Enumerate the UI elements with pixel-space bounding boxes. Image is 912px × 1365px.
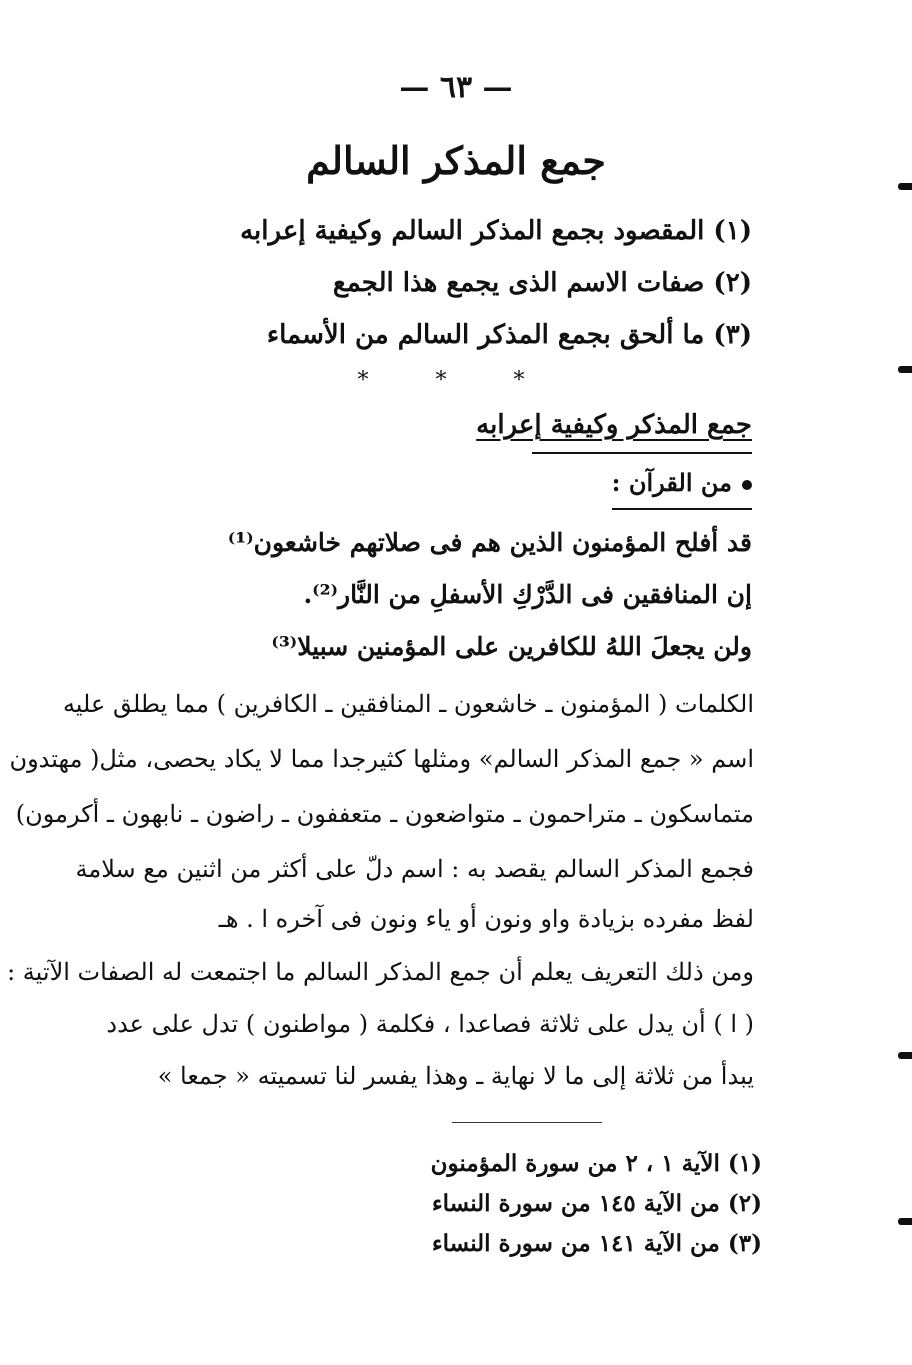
paragraph-line: اسم « جمع المذكر السالم» ومثلها كثيرجدا مما لا يكاد يحصى، مثل( مهتدون bbox=[9, 745, 754, 773]
toc-item: (٢) صفات الاسم الذى يجمع هذا الجمع bbox=[332, 268, 752, 298]
page-edge-mark bbox=[898, 1052, 912, 1059]
bullet-icon bbox=[742, 480, 752, 490]
paragraph-line: لفظ مفرده بزيادة واو ونون أو ياء ونون فى آخره ا . هـ bbox=[218, 905, 754, 933]
quran-verse: إن المنافقين فى الدَّرْكِ الأسفلِ من النَّار⁽²⁾. bbox=[303, 580, 752, 609]
source-label-text: من القرآن : bbox=[611, 468, 732, 497]
chapter-title: جمع المذكر السالم bbox=[306, 138, 606, 183]
page-number: — ٦٣ — bbox=[399, 70, 513, 105]
source-label bbox=[612, 468, 752, 497]
paragraph-line: ( ا ) أن يدل على ثلاثة فصاعدا ، فكلمة ( مواطنون ) تدل على عدد bbox=[106, 1010, 754, 1038]
quran-verse: ولن يجعلَ اللهُ للكافرين على المؤمنين سبيلا⁽³⁾ bbox=[271, 632, 752, 661]
subheading-rule bbox=[532, 452, 752, 454]
paragraph-line: فجمع المذكر السالم يقصد به : اسم دلّ على أكثر من اثنين مع سلامة bbox=[75, 855, 754, 883]
footnote: (٢) من الآية ١٤٥ من سورة النساء bbox=[431, 1190, 762, 1217]
paragraph-line: يبدأ من ثلاثة إلى ما لا نهاية ـ وهذا يفسر لنا تسميته « جمعا » bbox=[157, 1062, 754, 1090]
page-edge-mark bbox=[898, 183, 912, 190]
paragraph-line: متماسكون ـ متراحمون ـ متواضعون ـ متعففون ـ راضون ـ نابهون ـ أكرمون) bbox=[15, 800, 754, 828]
toc-item: (١) المقصود بجمع المذكر السالم وكيفية إعرابه bbox=[240, 216, 752, 246]
toc-item: (٣) ما ألحق بجمع المذكر السالم من الأسماء bbox=[266, 320, 752, 350]
section-divider-stars: * * * bbox=[357, 368, 555, 393]
paragraph-line: ومن ذلك التعريف يعلم أن جمع المذكر السالم ما اجتمعت له الصفات الآتية : bbox=[7, 958, 754, 986]
page-edge-mark bbox=[898, 1218, 912, 1225]
paragraph-line: الكلمات ( المؤمنون ـ خاشعون ـ المنافقين ـ الكافرين ) مما يطلق عليه bbox=[62, 690, 754, 718]
footnote: (٣) من الآية ١٤١ من سورة النساء bbox=[431, 1230, 762, 1257]
page-edge-mark bbox=[898, 366, 912, 373]
quran-verse: قد أفلح المؤمنون الذين هم فى صلاتهم خاشعون⁽¹⁾ bbox=[227, 528, 752, 557]
footnote-separator bbox=[452, 1122, 602, 1123]
source-label-rule bbox=[612, 508, 752, 510]
section-subheading: جمع المذكر وكيفية إعرابه bbox=[476, 410, 752, 440]
footnote: (١) الآية ١ ، ٢ من سورة المؤمنون bbox=[430, 1150, 762, 1177]
